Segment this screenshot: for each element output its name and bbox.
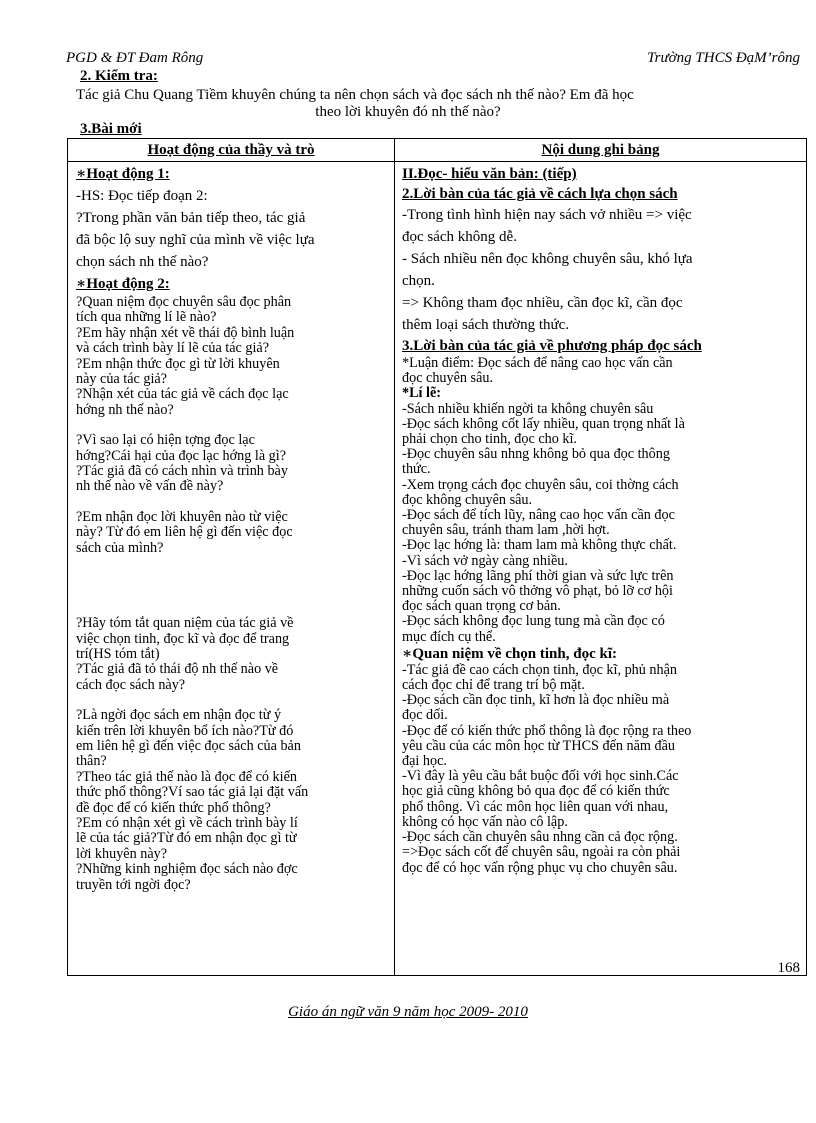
list-item: thêm loại sách thường thức. <box>402 317 570 333</box>
list-item: ∗Quan niệm về chọn tinh, đọc kĩ: <box>402 645 617 662</box>
list-item: tích qua những lí lẽ nào? <box>76 309 217 326</box>
list-item: trí(HS tóm tắt) <box>76 645 160 662</box>
list-item: ?Theo tác giả thế nào là đọc để có kiến <box>76 768 297 785</box>
list-item: này của tác giả? <box>76 371 167 388</box>
list-item: đọc chuyên sâu. <box>402 370 494 387</box>
list-item: phổ thông. Vì các môn học liên quan với nhau, <box>402 798 669 815</box>
list-item: -Vì đây là yêu cầu bắt buộc đối với học sinh.Các <box>402 768 679 785</box>
list-item: mục đích cụ thể. <box>402 628 496 645</box>
list-item: nh thế nào về vấn đề này? <box>76 478 224 495</box>
list-item: sách của mình? <box>76 539 164 556</box>
list-item: đã bộc lộ suy nghĩ của mình về việc lựa <box>76 232 315 248</box>
list-item: truyền tới ngời đọc? <box>76 876 191 893</box>
list-item: -HS: Đọc tiếp đoạn 2: <box>76 188 208 204</box>
list-item: không có học vấn nào cô lập. <box>402 813 568 830</box>
section-2-question-line2: theo lời khuyên đó nh thế nào? <box>315 104 501 120</box>
list-item: những cuốn sách vô thởng vô phạt, bỏ lỡ cơ hội <box>402 583 673 600</box>
list-item: ?Là ngời đọc sách em nhận đọc từ ý <box>76 707 282 724</box>
list-item: và cách trình bày lí lẽ của tác giả? <box>76 340 270 357</box>
list-item: ?Hãy tóm tắt quan niệm của tác giả về <box>76 615 294 632</box>
list-item: -Đọc sách để tích lũy, nâng cao học vấn cần đọc <box>402 507 675 524</box>
section-3-title: 3.Bài mới <box>80 121 142 137</box>
list-item: -Sách nhiều khiến ngời ta không chuyên sâu <box>402 400 654 417</box>
list-item: thức phổ thông?Ví sao tác giả lại đặt vấn <box>76 784 309 801</box>
list-item: hớng nh thế nào? <box>76 401 174 418</box>
list-item: đọc sách không dễ. <box>402 229 517 245</box>
list-item: - Sách nhiều nên đọc không chuyên sâu, khó lựa <box>402 251 693 267</box>
list-item: yêu cầu của các môn học từ THCS đến năm đầu <box>402 737 675 754</box>
list-item: -Xem trọng cách đọc chuyên sâu, coi thờng cách <box>402 476 679 493</box>
list-item: =>Đọc sách cốt để chuyên sâu, ngoài ra còn phải <box>402 844 681 861</box>
activity-1-heading: ∗Hoạt động 1: <box>76 166 170 182</box>
list-item: -Trong tình hình hiện nay sách vở nhiều => việc <box>402 207 692 223</box>
list-item: chuyên sâu, tránh tham lam ,hời hợt. <box>402 522 610 539</box>
col-right-header: Nội dung ghi bảng <box>395 139 807 162</box>
list-item: ?Em nhận thức đọc gì từ lời khuyên <box>76 355 280 372</box>
section-2-title: 2. Kiểm tra: <box>80 68 158 84</box>
list-item: ?Tác giả đã có cách nhìn và trình bày <box>76 463 288 480</box>
list-item: -Đọc chuyên sâu nhng không bỏ qua đọc thông <box>402 446 670 463</box>
list-item: -Đọc sách cần đọc tinh, kĩ hơn là đọc nhiều mà <box>402 692 670 709</box>
list-item: -Đọc để có kiến thức phổ thông là đọc rộng ra theo <box>402 722 692 739</box>
list-item: đọc để có học vấn rộng phục vụ cho chuyên sâu. <box>402 859 678 876</box>
list-item: -Đọc lạc hớng lãng phí thời gian và sức lực trên <box>402 567 674 584</box>
list-item: ?Em có nhận xét gì về cách trình bày lí <box>76 814 298 831</box>
list-item: -Đọc lạc hớng là: tham lam mà không thực chất. <box>402 537 677 554</box>
list-item: chọn sách nh thế nào? <box>76 254 209 270</box>
activity-2-heading: ∗Hoạt động 2: <box>76 276 170 292</box>
list-item: phải chọn cho tinh, đọc cho kĩ. <box>402 431 577 448</box>
list-item: thân? <box>76 753 107 770</box>
list-item: ?Những kinh nghiệm đọc sách nào đợc <box>76 861 298 878</box>
header-right: Trường THCS ĐạM’rông <box>647 50 800 66</box>
list-item: -Tác giả đề cao cách chọn tinh, đọc kĩ, phủ nhận <box>402 661 677 678</box>
list-item: -Đọc sách không đọc lung tung mà cần đọc có <box>402 613 665 630</box>
list-item: đọc sách quan trọng cơ bản. <box>402 598 561 615</box>
list-item: ?Trong phần văn bản tiếp theo, tác giả <box>76 210 306 226</box>
list-item: này? Từ đó em liên hệ gì đến việc đọc <box>76 524 293 541</box>
list-item: học giả cũng không bỏ qua đọc để có kiến thức <box>402 783 670 800</box>
list-item: việc chọn tinh, đọc kĩ và đọc để trang <box>76 630 290 647</box>
list-item: hớng?Cái hại của đọc lạc hớng là gì? <box>76 447 287 464</box>
list-item: cách đọc chỉ để trang trí bộ mặt. <box>402 677 585 694</box>
list-item: ?Vì sao lại có hiện tợng đọc lạc <box>76 432 255 449</box>
right-column <box>395 162 807 976</box>
list-item: đọc không chuyên sâu. <box>402 491 533 508</box>
list-item: *Lí lẽ: <box>402 385 442 402</box>
lesson-table <box>67 138 807 976</box>
section-heading: II.Đọc- hiểu văn bản: (tiếp) <box>402 166 577 182</box>
list-item: em liên hệ gì đến việc đọc sách của bản <box>76 737 301 754</box>
list-item: đại học. <box>402 753 447 770</box>
list-item: kiến trên lời khuyên bổ ích nào?Từ đó <box>76 722 294 739</box>
section-heading: 2.Lời bàn của tác giả về cách lựa chọn sách <box>402 186 678 202</box>
list-item: lẽ của tác giả?Từ đó em nhận đọc gì từ <box>76 830 297 847</box>
list-item: ?Nhận xét của tác giả về cách đọc lạc <box>76 386 289 403</box>
col-left-header: Hoạt động của thầy và trò <box>68 139 395 162</box>
list-item: cách đọc sách này? <box>76 676 186 693</box>
header-left: PGD & ĐT Đam Rông <box>66 50 204 66</box>
list-item: đề đọc để có kiến thức phổ thông? <box>76 799 271 816</box>
list-item: ?Em hãy nhận xét về thái độ bình luận <box>76 324 295 341</box>
list-item: thức. <box>402 461 431 478</box>
list-item: -Đọc sách cần chuyên sâu nhng cần cả đọc rộng. <box>402 829 678 846</box>
left-column <box>68 162 395 976</box>
list-item: ?Em nhận đọc lời khuyên nào từ việc <box>76 508 288 525</box>
footer-text: Giáo án ngữ văn 9 năm học 2009- 2010 <box>288 1004 528 1020</box>
section-heading: 3.Lời bàn của tác giả về phương pháp đọc sách <box>402 338 702 354</box>
list-item: lời khuyên này? <box>76 845 168 862</box>
list-item: đọc dối. <box>402 707 448 724</box>
list-item: ?Tác giả đã tỏ thái độ nh thế nào về <box>76 661 279 678</box>
list-item: chọn. <box>402 273 435 289</box>
list-item: *Luận điểm: Đọc sách để nâng cao học vấn cần <box>402 355 673 371</box>
list-item: -Vì sách vở ngày càng nhiều. <box>402 552 568 569</box>
list-item: ?Quan niệm đọc chuyên sâu đọc phân <box>76 294 292 310</box>
list-item: => Không tham đọc nhiều, cần đọc kĩ, cần đọc <box>402 295 683 311</box>
section-2-question-line1: Tác giả Chu Quang Tiềm khuyên chúng ta nên chọn sách và đọc sách nh thế nào? Em đã học <box>76 87 634 103</box>
list-item: -Đọc sách không cốt lấy nhiều, quan trọng nhất là <box>402 415 685 432</box>
page-number: 168 <box>777 960 800 976</box>
